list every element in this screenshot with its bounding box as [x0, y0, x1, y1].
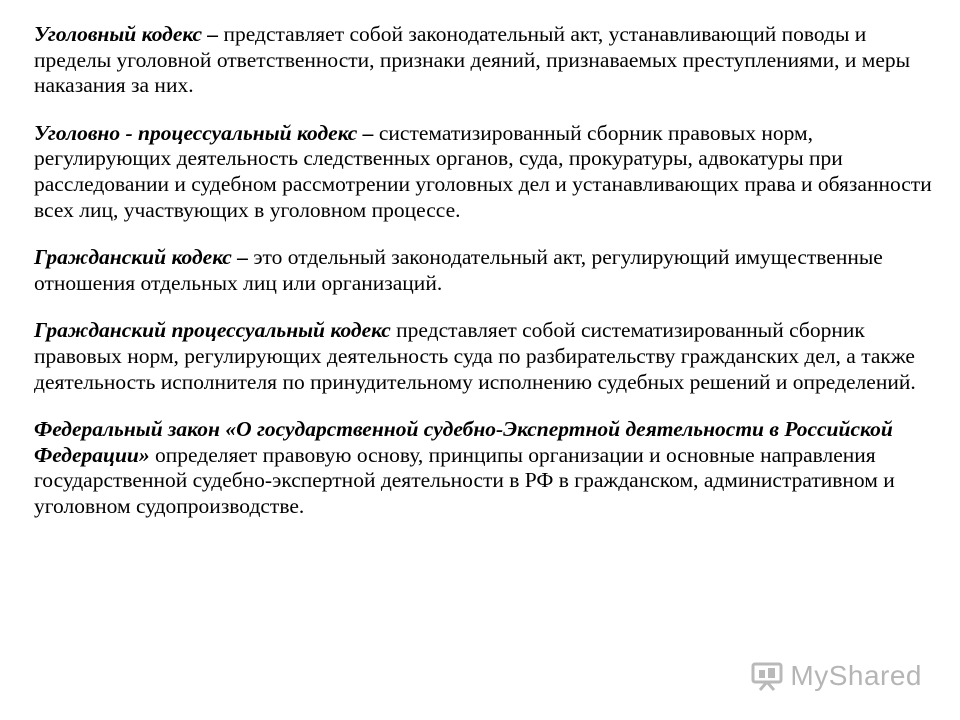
paragraph-criminal-code — [34, 22, 934, 99]
definition-forensic-law: определяет правовую основу, принципы организации и основные направления государственной судебно-экспертной деятельности в РФ в гражданском, административном и уголовном судопроизводстве. — [34, 442, 895, 518]
definition-criminal-procedure-code: систематизированный сборник правовых норм, регулирующих деятельность следственных органов, суда, прокуратуры, адвокатуры при расследовании и судебном рассмотрении уголовных дел и устанавливающих права и обязанности всех лиц, участвующих в уголовном процессе. — [34, 120, 932, 222]
term-civil-procedure-code: Гражданский процессуальный кодекс — [34, 318, 391, 343]
paragraph-forensic-law — [34, 417, 934, 519]
term-criminal-code: Уголовный кодекс – — [34, 22, 219, 46]
definition-civil-code: это отдельный законодательный акт, регулирующий имущественные отношения отдельных лиц или организаций. — [34, 245, 883, 295]
definition-civil-procedure-code: представляет собой систематизированный сборник правовых норм, регулирующих деятельность суда по разбирательству гражданских дел, а также деятельность исполнителя по принудительному исполнению судебных решений и определений. — [34, 318, 916, 394]
definition-criminal-code: представляет собой законодательный акт, устанавливающий поводы и пределы уголовной ответственности, признаки деяний, признаваемых преступлениями, и меры наказания за них. — [34, 22, 911, 98]
term-forensic-law: Федеральный закон «О государственной судебно-Экспертной деятельности в Российской Федерации» — [34, 417, 893, 467]
paragraph-civil-code — [34, 245, 934, 296]
watermark-text: MyShared — [790, 660, 922, 691]
term-civil-code: Гражданский кодекс – — [34, 245, 248, 270]
term-criminal-procedure-code: Уголовно - процессуальный кодекс – — [34, 120, 374, 145]
watermark — [750, 660, 922, 692]
document-body — [34, 22, 934, 542]
presentation-board-icon — [750, 661, 784, 691]
paragraph-civil-procedure-code — [34, 318, 934, 395]
paragraph-criminal-procedure-code — [34, 121, 934, 223]
